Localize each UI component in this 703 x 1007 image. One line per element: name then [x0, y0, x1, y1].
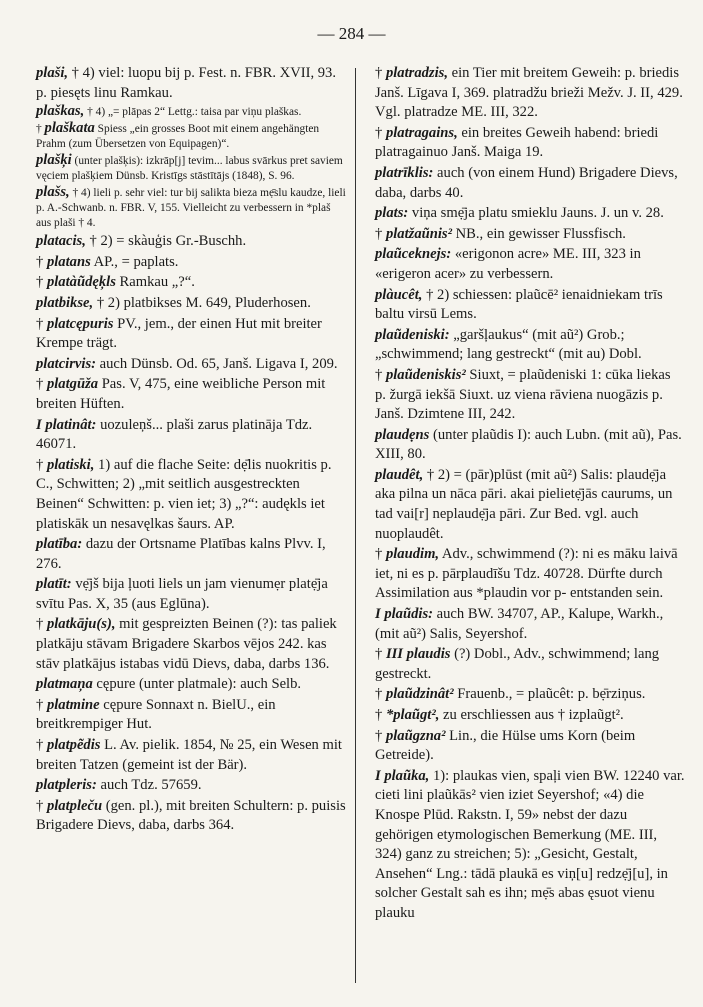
dictionary-entry	[375, 164, 685, 203]
entry-headword: platacis,	[36, 233, 86, 250]
entry-headword: plaũdeniskis²	[385, 366, 466, 383]
column-divider	[355, 68, 356, 983]
entry-text: † 4) lieli p. sehr viel: tur bij salikta bieza mẹ̄slu kaudze, lieli p. A.-Schwanb. n. FBR. V, 155. Vielleicht zu verbessern in *plaš aus plaši † 4.	[36, 187, 346, 230]
dictionary-entry	[36, 375, 346, 414]
entry-headword: platcirvis:	[36, 355, 96, 372]
entry-headword: platīt:	[36, 576, 72, 593]
entry-text: auch Tdz. 57659.	[96, 777, 202, 794]
entry-prefix: †	[36, 737, 47, 754]
entry-text: Pas. V, 475, eine weibliche Person mit breiten Hüften.	[36, 376, 326, 412]
dictionary-entry	[36, 64, 346, 103]
entry-text: (gen. pl.), mit breiten Schultern: p. puisis Brigadere Dievs, daba, darbs 364.	[36, 797, 346, 834]
entry-headword: *plaũgt²,	[385, 707, 440, 723]
entry-headword: platmaņa	[36, 676, 93, 693]
entry-prefix: †	[36, 376, 47, 393]
dictionary-entry	[36, 355, 346, 375]
entry-headword: plaši,	[36, 65, 69, 81]
entry-headword: plàucêt,	[375, 286, 423, 303]
entry-text: † 2) platbikses M. 649, Pluderhosen.	[93, 294, 311, 311]
entry-text: 1): plaukas vien, spaļi vien BW. 12240 var. cieti lini plaũkās² vien iziet Seyershof; «4) die Knospe Plūd. Rakstn. I, 59» nebst der dazu gehörigen etymologischen Bemerkung (ME. III, 324) ganz zu streichen; 5): „Gesicht, Gestalt, Ansehen“ Lng.: tādā plaukā es viņ[u] redzẹ̄j[u], in solcher Gestalt sah es ihn; mẹ̄s abas ęsuot vienu plauku	[375, 767, 685, 921]
entry-headword: platàũdęķls	[46, 274, 116, 291]
right-column	[375, 64, 685, 925]
entry-headword: platiski,	[46, 456, 95, 473]
dictionary-entry	[375, 645, 685, 684]
entry-text: † 2) = (pār)plūst (mit aũ²) Salis: plaudẹ̄ja aka pilna un nāca pāri. akai pielietẹ̄jās caurums, un tad vai[r] neplaudẹ̄ja pāri. Zur Bed. vgl. auch nuoplaudêt.	[375, 466, 673, 542]
entry-prefix: †	[36, 253, 47, 270]
entry-text: zu erschliessen aus † izplaũgt².	[439, 707, 624, 723]
entry-text: auch (von einem Hund) Brigadere Dievs, daba, darbs 40.	[375, 164, 678, 201]
entry-text: (?) Dobl., Adv., schwimmend; lang gestreckt.	[375, 646, 660, 682]
entry-text: auch BW. 34707, AP., Kalupe, Warkh., (mit aũ²) Salis, Seyershof.	[375, 606, 664, 642]
entry-text: viņa smẹ̄ja platu smieklu Jauns. J. un v. 28.	[408, 205, 664, 222]
entry-text: ein Tier mit breitem Geweih: p. briedis Janš. Līgava I, 369. platradžu brieži Mežv. J. II, 429. Vgl. platradze ME. III, 322.	[375, 65, 683, 121]
entry-prefix: †	[375, 124, 386, 141]
entry-text: cępure Sonnaxt n. BielU., ein breitkrempiger Hut.	[36, 696, 276, 733]
entry-prefix: †	[375, 225, 386, 242]
entry-headword: platpleču	[46, 797, 103, 814]
entry-text: (unter plaũdis I): auch Lubn. (mit aũ), Pas. XIII, 80.	[375, 426, 682, 463]
dictionary-entry	[375, 685, 685, 705]
entry-headword: platcępuris	[46, 315, 114, 332]
dictionary-entry	[36, 232, 346, 252]
entry-prefix: †	[375, 65, 386, 81]
entry-headword: III plaudis	[385, 646, 451, 663]
entry-text: † 2) = skàuģis Gr.-Buschh.	[85, 233, 247, 250]
left-column	[36, 64, 346, 837]
entry-prefix: †	[375, 546, 386, 563]
entry-headword: plaudêt,	[375, 466, 424, 483]
page-number: — 284 —	[317, 24, 386, 43]
entry-headword: platība:	[36, 536, 83, 553]
entry-text: «erigonon acre» ME. III, 323 in «erigeron acer» zu verbessern.	[375, 246, 641, 282]
entry-headword: plaškata	[44, 120, 95, 137]
entry-text: Siuxt, = plaũdeniski 1: cūka liekas p. žurgā iekšā Siuxt. uz viena rāviena nuogāzis p. Janš. Dzimtene III, 242.	[375, 366, 671, 423]
entry-prefix: †	[36, 315, 47, 332]
entry-text: † 2) schiessen: plaũcē² ienaidniekam trīs baltu virsū Lems.	[375, 286, 663, 323]
entry-prefix: †	[375, 366, 386, 383]
dictionary-entry	[375, 767, 685, 924]
dictionary-entry	[36, 273, 346, 293]
entry-headword: platbikse,	[36, 294, 94, 311]
dictionary-entry	[36, 615, 346, 674]
entry-prefix: †	[36, 274, 47, 291]
entry-headword: plašs,	[36, 184, 70, 201]
dictionary-entry	[375, 366, 685, 425]
entry-text: cępure (unter platmale): auch Selb.	[92, 676, 302, 693]
entry-headword: platmine	[46, 696, 100, 713]
entry-prefix: †	[36, 123, 45, 136]
entry-text: Spiess „ein grosses Boot mit einem angehängten Prahm (zum Übersetzen von Equipagen)“.	[36, 123, 320, 151]
entry-text: „garšļaukus“ (mit aũ²) Grob.; „schwimmend; lang gestreckt“ (mit au) Dobl.	[375, 326, 642, 363]
entry-headword: plaškas,	[36, 103, 85, 120]
dictionary-entry	[375, 426, 685, 465]
entry-text: ein breites Geweih habend: briedi platragainuo Janš. Maiga 19.	[375, 124, 659, 161]
entry-text: uozuleņš... plaši zarus platināja Tdz. 46071.	[36, 416, 313, 453]
entry-headword: plaũgzna²	[385, 727, 446, 744]
dictionary-entry	[36, 535, 346, 574]
entry-headword: platrīklis:	[375, 164, 434, 181]
entry-headword: I plaũdis:	[375, 606, 433, 623]
dictionary-entry	[36, 456, 346, 534]
entry-prefix: †	[36, 456, 47, 473]
dictionary-entry	[375, 225, 685, 245]
dictionary-entry	[36, 776, 346, 796]
entry-prefix: †	[36, 616, 47, 633]
dictionary-entry	[375, 204, 685, 224]
entry-prefix: †	[375, 707, 386, 723]
entry-text: dazu der Ortsname Platības kalns Plvv. I, 276.	[36, 536, 326, 572]
entry-text: vẹ̄jš bija ļuoti liels un jam vienumẹr platẹ̄ja svītu Pas. X, 35 (aus Eglūna).	[36, 576, 328, 612]
entry-headword: plaũdzinât²	[385, 686, 454, 703]
entry-prefix: †	[375, 686, 386, 703]
dictionary-entry	[36, 104, 346, 120]
entry-headword: I plaũka,	[375, 767, 430, 784]
dictionary-entry	[36, 736, 346, 775]
entry-headword: platans	[46, 253, 91, 270]
entry-headword: platžaũnis²	[385, 225, 452, 242]
dictionary-entry	[36, 675, 346, 695]
entry-text: 1) auf die flache Seite: dẹ̄lis nuokritis p. C., Schwitten; 2) „mit seitlich ausgestreckten Beinen“ Schwitten: p. vien iet; 3) „?“: audękls iet platiskāk un nesavęlkas šaurs. AP.	[36, 456, 332, 532]
entry-prefix: †	[375, 727, 386, 744]
dictionary-entry	[375, 545, 685, 604]
entry-headword: plaũdeniski:	[375, 326, 450, 343]
dictionary-entry	[375, 466, 685, 544]
dictionary-entry	[375, 605, 685, 644]
dictionary-entry	[36, 797, 346, 836]
entry-headword: platpẽdis	[46, 737, 101, 754]
entry-text: † 4) viel: luopu bij p. Fest. n. FBR. XVII, 93. p. piesęts linu Ramkau.	[36, 65, 336, 101]
entry-text: (unter plašķis): izkrāp[j] tevim... labus svārkus pret saviem vęciem plašķiem Dünsb. Kristīgs stāstītājs (1848), S. 96.	[36, 155, 343, 183]
entry-prefix: †	[375, 646, 386, 663]
entry-headword: platkāju(s),	[46, 616, 116, 633]
dictionary-entry	[375, 64, 685, 123]
entry-text: AP., = paplats.	[90, 253, 179, 270]
dictionary-entry	[36, 416, 346, 455]
dictionary-entry	[36, 696, 346, 735]
dictionary-entry	[375, 245, 685, 284]
entry-headword: plaudim,	[385, 546, 440, 563]
entry-text: PV., jem., der einen Hut mit breiter Krempe trägt.	[36, 315, 322, 352]
dictionary-entry	[36, 315, 346, 354]
entry-prefix: †	[36, 696, 47, 713]
dictionary-entry	[375, 727, 685, 766]
entry-text: Frauenb., = plaũcêt: p. bẹ̄rziņus.	[453, 686, 646, 703]
dictionary-entry	[375, 326, 685, 365]
entry-prefix: †	[36, 797, 47, 814]
entry-headword: plats:	[375, 205, 409, 222]
entry-headword: plaudẹns	[375, 426, 430, 443]
dictionary-entry	[36, 121, 346, 152]
entry-text: Lin., die Hülse ums Korn (beim Getreide).	[375, 727, 636, 764]
entry-headword: platpleris:	[36, 777, 97, 794]
dictionary-entry	[36, 153, 346, 184]
entry-text: mit gespreizten Beinen (?): tas paliek platkāju stāvam Brigadere Skarbos vējos 242. kas stāv platkājus istabas vidū Dievs, daba, darbs 136.	[36, 616, 337, 672]
entry-text: † 4) „= plāpas 2“ Lettg.: taisa par viņu plaškas.	[84, 106, 302, 119]
entry-text: L. Av. pielik. 1854, № 25, ein Wesen mit breiten Tatzen (gemeint ist der Bär).	[36, 737, 342, 773]
dictionary-entry	[36, 185, 346, 231]
entry-headword: platgūža	[46, 376, 99, 393]
dictionary-entry	[375, 124, 685, 163]
entry-text: Ramkau „?“.	[115, 274, 195, 291]
entry-text: Adv., schwimmend (?): ni es māku laivā iet, ni es p. pārplaudīšu Tdz. 40728. Dürfte durch Assimilation aus *plaudin vor p- entstanden sein.	[375, 546, 678, 602]
dictionary-entry	[36, 575, 346, 614]
entry-headword: platradzis,	[385, 65, 448, 81]
entry-headword: I platinât:	[36, 416, 97, 433]
dictionary-entry	[375, 706, 685, 726]
dictionary-entry	[375, 286, 685, 325]
entry-text: NB., ein gewisser Flussfisch.	[451, 225, 626, 242]
dictionary-entry	[36, 294, 346, 314]
entry-headword: plašķi	[36, 152, 72, 169]
entry-headword: platragains,	[385, 124, 458, 141]
dictionary-entry	[36, 253, 346, 273]
entry-text: auch Dünsb. Od. 65, Janš. Ligava I, 209.	[96, 355, 338, 372]
entry-headword: plaũceknejs:	[375, 246, 452, 263]
